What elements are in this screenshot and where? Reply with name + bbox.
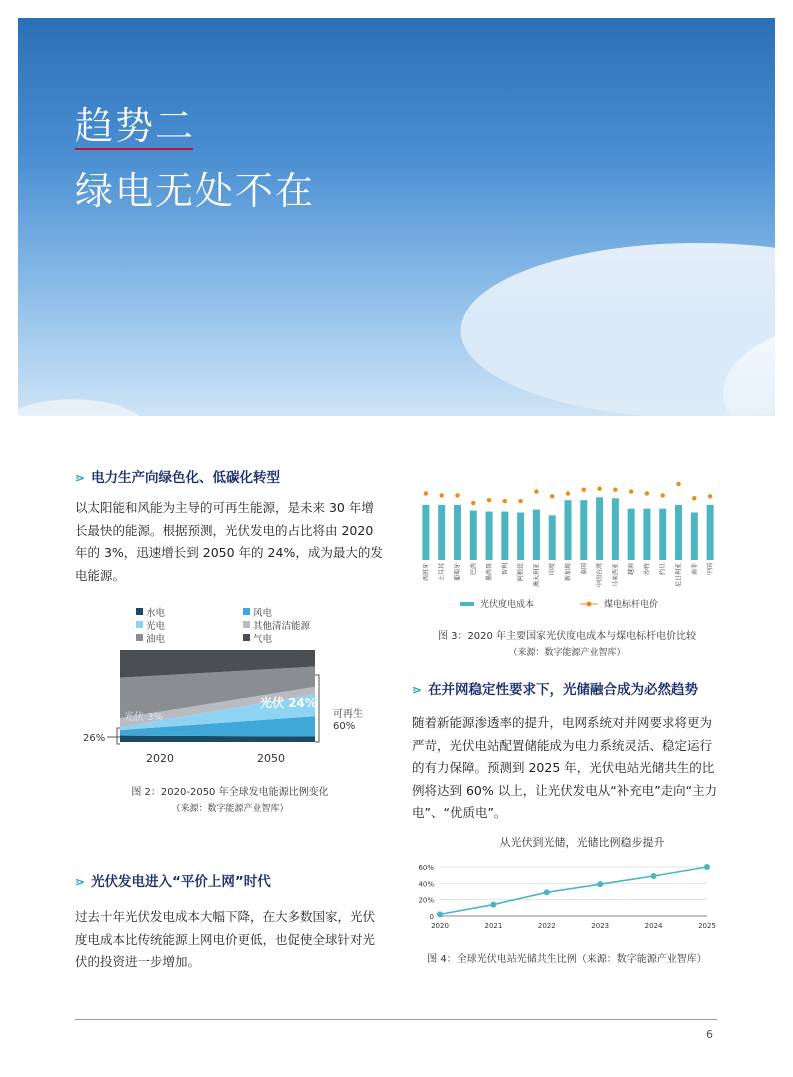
annot-renewable-2050-value: 60% <box>333 721 356 732</box>
figure4-caption: 图 4：全球光伏电站光储共生比例（来源：数字能源产业智库） <box>427 954 707 965</box>
bar <box>675 505 682 560</box>
x-tick-label: 沙特 <box>643 563 651 576</box>
x-tick-label: 中国台湾 <box>596 563 604 588</box>
chevron-right-icon: ⋗ <box>75 875 86 889</box>
annot-pv-2050: 光伏 24% <box>260 696 317 710</box>
hero-title-line2: 绿电无处不在 <box>75 169 316 213</box>
data-point <box>704 864 710 870</box>
bar <box>486 512 493 560</box>
hero-title-rule <box>75 148 193 150</box>
section3-heading <box>412 678 698 698</box>
bar <box>470 511 477 560</box>
annot-renewable-2020: 26% <box>83 733 106 744</box>
figure2-caption <box>75 783 385 814</box>
x-tick-2050: 2050 <box>257 752 285 765</box>
data-point <box>597 881 603 887</box>
coal-price-dot <box>582 488 586 492</box>
x-tick-label: 澳大利亚 <box>533 563 541 588</box>
bar <box>533 510 540 560</box>
coal-price-dot <box>566 491 570 495</box>
legend-dot-coal <box>587 602 592 607</box>
legend-item-hydro: 水电 <box>136 605 243 618</box>
x-tick-label: 智利 <box>501 563 509 576</box>
x-tick-label: 泰国 <box>580 563 588 576</box>
coal-price-dot <box>645 491 649 495</box>
x-tick-label: 2023 <box>591 922 610 930</box>
x-tick-label: 中国 <box>707 563 715 576</box>
bar <box>580 500 587 560</box>
figure2-chart <box>75 645 385 770</box>
figure4-title: 从光伏到光储，光储比例稳步提升 <box>499 836 665 849</box>
x-tick-label: 2024 <box>644 922 663 930</box>
bar <box>659 509 666 560</box>
bar <box>643 509 650 560</box>
legend-item-gas: 气电 <box>243 631 350 644</box>
y-tick-label: 60% <box>418 864 434 872</box>
x-tick-label: 葡萄牙 <box>454 563 462 582</box>
coal-price-dot <box>455 493 459 497</box>
section1-heading-text: 电力生产向绿色化、低碳化转型 <box>91 470 281 486</box>
figure2-source: （来源：数字能源产业智库） <box>171 804 289 814</box>
coal-price-dot <box>708 494 712 498</box>
x-tick-label: 新加坡 <box>565 563 572 582</box>
figure3-caption <box>412 627 722 658</box>
legend-item-other-clean: 其他清洁能源 <box>243 618 350 631</box>
data-point <box>490 902 496 908</box>
x-tick-label: 约旦 <box>659 563 667 576</box>
x-tick-label: 2020 <box>431 922 449 930</box>
coal-price-dot <box>487 498 491 502</box>
bar <box>565 500 572 560</box>
chevron-right-icon: ⋗ <box>75 471 86 485</box>
area-1 <box>120 736 315 742</box>
y-tick-label: 40% <box>418 880 434 889</box>
hero-banner <box>18 18 775 416</box>
section2-heading <box>75 870 271 890</box>
x-tick-label: 巴西 <box>470 563 478 576</box>
figure3-caption-text: 图 3：2020 年主要国家光伏度电成本与煤电标杆电价比较 <box>437 631 697 642</box>
series-line <box>440 867 707 914</box>
coal-price-dot <box>471 501 475 505</box>
section1-heading <box>75 466 280 486</box>
data-point <box>437 911 443 917</box>
page-number: 6 <box>706 1028 713 1041</box>
footer-divider <box>75 1019 717 1020</box>
figure3-source: （来源：数字能源产业智库） <box>508 648 626 658</box>
coal-price-dot <box>439 493 443 497</box>
coal-price-dot <box>597 487 601 491</box>
coal-price-dot <box>534 489 538 493</box>
coal-price-dot <box>676 482 680 486</box>
bar <box>501 512 508 560</box>
x-tick-label: 印度 <box>549 563 557 576</box>
coal-price-dot <box>424 491 428 495</box>
x-tick-label: 西班牙 <box>422 563 430 582</box>
chevron-right-icon: ⋗ <box>412 683 423 697</box>
coal-price-dot <box>692 496 696 500</box>
legend-item-oil: 油电 <box>136 631 243 644</box>
bar <box>454 505 461 560</box>
bar <box>422 505 429 560</box>
bar <box>596 497 603 560</box>
bar <box>549 515 556 560</box>
solar-panel-illustration <box>18 18 775 416</box>
x-tick-label: 越南 <box>628 563 636 576</box>
section2-body: 过去十年光伏发电成本大幅下降，在大多数国家，光伏度电成本比传统能源上网电价更低，也促使全球针对光伏的投资进一步增加。 <box>75 909 376 969</box>
bar <box>628 509 635 560</box>
figure2-caption-text: 图 2：2020-2050 年全球发电能源比例变化 <box>131 787 329 798</box>
x-tick-label: 尼日利亚 <box>675 563 683 588</box>
section3-body: 随着新能源渗透率的提升，电网系统对并网要求将更为严苛，光伏电站配置储能成为电力系统灵活、稳定运行的有力保障。预测到 2025 年，光伏电站光储共生的比例将达到 60% 以上，让光伏发电从“补充电”走向“主力电”、“优质电”。 <box>412 715 718 820</box>
x-tick-label: 阿根廷 <box>517 563 525 582</box>
legend-item-solar: 光电 <box>136 618 243 631</box>
x-tick-2020: 2020 <box>146 752 174 765</box>
coal-price-dot <box>661 493 665 497</box>
annot-renewable-2050: 可再生 <box>333 709 363 720</box>
data-point <box>544 889 550 895</box>
figure2-legend <box>136 605 350 644</box>
legend-item-wind: 风电 <box>243 605 350 618</box>
x-tick-label: 2021 <box>484 922 503 930</box>
y-tick-label: 20% <box>418 896 434 905</box>
legend-coal-price: 煤电标杆电价 <box>604 600 659 610</box>
data-point <box>651 873 657 879</box>
figure4-chart <box>412 830 722 938</box>
legend-pv-cost: 光伏度电成本 <box>480 600 535 610</box>
bar <box>691 513 698 561</box>
legend-swatch-pv-cost <box>460 602 474 606</box>
x-tick-label: 墨西哥 <box>486 563 494 582</box>
x-tick-label: 土耳其 <box>438 563 446 582</box>
y-tick-label: 0 <box>429 913 434 921</box>
section3-heading-text: 在并网稳定性要求下，光储融合成为必然趋势 <box>428 682 699 698</box>
coal-price-dot <box>503 499 507 503</box>
bar <box>517 513 524 561</box>
coal-price-dot <box>518 499 522 503</box>
hero-title-line1: 趋势二 <box>75 104 196 148</box>
coal-price-dot <box>613 488 617 492</box>
figure3-chart <box>412 462 722 622</box>
bar <box>438 505 445 560</box>
x-tick-label: 马来西亚 <box>612 563 620 588</box>
bar <box>707 505 714 560</box>
x-tick-label: 2025 <box>698 922 716 930</box>
x-tick-label: 2022 <box>537 922 556 930</box>
section2-heading-text: 光伏发电进入“平价上网”时代 <box>91 874 271 890</box>
bar <box>612 498 619 560</box>
section1-body: 以太阳能和风能为主导的可再生能源，是未来 30 年增长最快的能源。根据预测，光伏发电的占比将由 2020 年的 3%，迅速增长到 2050 年的 24%，成为最大的发电能源。 <box>75 500 383 583</box>
annot-pv-2020: 光伏 3% <box>124 712 164 723</box>
x-tick-label: 南非 <box>691 563 699 576</box>
coal-price-dot <box>629 489 633 493</box>
coal-price-dot <box>550 494 554 498</box>
annot-2020-bracket <box>117 728 120 744</box>
